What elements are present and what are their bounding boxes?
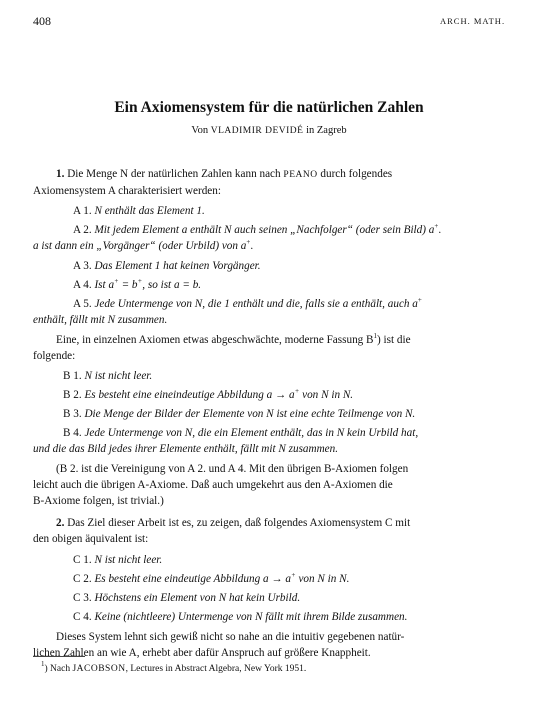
- axiom-b4: B 4. Jede Untermenge von N, die ein Element enthält, das in N kein Urbild hat,: [63, 427, 419, 439]
- axiom-a1: A 1. N enthält das Element 1.: [73, 205, 205, 217]
- peano-name: PEANO: [283, 170, 318, 180]
- footnote: $^1$) Nach JACOBSON, Lectures in Abstract Algebra, New York 1951.: [41, 660, 307, 674]
- paragraph-3-line-2: leicht auch die übrigen A-Axiome. Daß auch umgekehrt aus den A-Axiomen die: [33, 479, 393, 491]
- section-number: 2.: [56, 517, 65, 529]
- axiom-c2: C 2. Es besteht eine eindeutige Abbildung a → a+ von N in N.: [73, 571, 350, 585]
- article-title: Ein Axiomensystem für die natürlichen Zahlen: [114, 99, 424, 116]
- axiom-b1: B 1. N ist nicht leer.: [63, 370, 153, 382]
- paragraph-3-line-3: B-Axiome folgen, ist trivial.): [33, 495, 164, 507]
- axiom-a2: A 2. Mit jedem Element a enthält N auch seinen „Nachfolger“ (oder sein Bild) a+.: [73, 222, 442, 236]
- axiom-a2-cont: a ist dann ein „Vorgänger“ (oder Urbild) von a+.: [33, 238, 254, 252]
- axiom-a4: A 4. Ist a+ = b+, so ist a = b.: [73, 277, 202, 291]
- footnote-author: JACOBSON: [72, 664, 126, 674]
- paragraph-2-line-1: Eine, in einzelnen Axiomen etwas abgeschwächte, moderne Fassung $B^1$) ist die: [56, 332, 411, 346]
- footnote-marker: 1: [41, 660, 45, 668]
- journal-name: ARCH. MATH.: [440, 16, 506, 26]
- paragraph-2-line-2: folgende:: [33, 350, 76, 362]
- page-number: 408: [33, 14, 51, 28]
- byline: [0, 125, 538, 136]
- axiom-b3: B 3. Die Menge der Bilder der Elemente von N ist eine echte Teilmenge von N.: [63, 408, 416, 420]
- axiom-c3: C 3. Höchstens ein Element von N hat kein Urbild.: [73, 592, 301, 604]
- axiom-a3: A 3. Das Element 1 hat keinen Vorgänger.: [73, 260, 261, 272]
- byline-suffix: in Zagreb: [306, 125, 347, 136]
- section-number: 1.: [56, 168, 65, 180]
- axiom-a5-cont: enthält, fällt mit N zusammen.: [33, 314, 168, 326]
- section-1-line-1: 1. Die Menge N der natürlichen Zahlen kann nach PEANO durch folgendes: [56, 168, 393, 180]
- axiom-b2: B 2. Es besteht eine eineindeutige Abbildung a → a+ von N in N.: [63, 387, 354, 401]
- axiom-c1: C 1. N ist nicht leer.: [73, 554, 163, 566]
- axiom-a5: A 5. Jede Untermenge von N, die 1 enthält und die, falls sie a enthält, auch a+: [73, 296, 422, 310]
- author-name: VLADIMIR DEVIDÉ: [210, 126, 304, 136]
- paragraph-3-line-1: (B 2. ist die Vereinigung von A 2. und A 4. Mit den übrigen B-Axiomen folgen: [56, 463, 409, 475]
- section-1-line-2: Axiomensystem A charakterisiert werden:: [33, 185, 221, 197]
- axiom-c4: C 4. Keine (nichtleere) Untermenge von N fällt mit ihrem Bilde zusammen.: [73, 611, 408, 623]
- byline-prefix: Von: [191, 125, 209, 136]
- paragraph-4-line-2: lichen Zahlen an wie A, erhebt aber dafür Anspruch auf größere Knappheit.: [33, 647, 371, 659]
- paragraph-4-line-1: Dieses System lehnt sich gewiß nicht so nahe an die intuitiv gegebenen natür-: [56, 631, 405, 643]
- section-2-line-1: 2. Das Ziel dieser Arbeit ist es, zu zeigen, daß folgendes Axiomensystem C mit: [56, 517, 411, 529]
- section-2-line-2: den obigen äquivalent ist:: [33, 533, 149, 545]
- footnote-rule: [33, 656, 85, 657]
- axiom-b4-cont: und die das Bild jedes ihrer Elemente enthält, fällt mit N zusammen.: [33, 443, 339, 455]
